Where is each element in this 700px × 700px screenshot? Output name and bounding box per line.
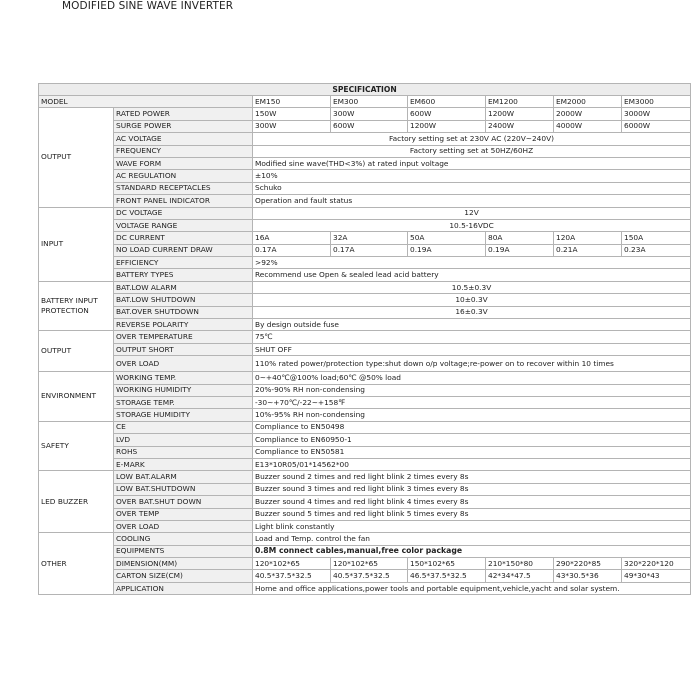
cell-value: Buzzer sound 3 times and red light blink 3 times every 8s: [253, 483, 691, 495]
cell-value: >92%: [253, 257, 691, 269]
row-label: BATTERY TYPES: [114, 269, 253, 281]
row-label: OVER TEMP: [114, 508, 253, 520]
row-label: STORAGE TEMP.: [114, 396, 253, 408]
cell-value: 16±0.3V: [253, 306, 691, 318]
category-line: BATTERY INPUT: [41, 296, 98, 306]
row-label: LOW BAT.ALARM: [114, 471, 253, 483]
cell-value: 0.21A: [554, 244, 622, 256]
table-header-row: [39, 84, 691, 96]
cell-value: 10±0.3V: [253, 294, 691, 306]
row-label: DC VOLTAGE: [114, 207, 253, 219]
table-row: [39, 294, 691, 306]
cell-value: 12V: [253, 207, 691, 219]
row-label: FREQUENCY: [114, 145, 253, 157]
cell-value: Compliance to EN60950-1: [253, 434, 691, 446]
table-row: [39, 257, 691, 269]
table-row: [39, 120, 691, 132]
row-label: WAVE FORM: [114, 157, 253, 169]
row-label: BAT.OVER SHUTDOWN: [114, 306, 253, 318]
row-label: VOLTAGE RANGE: [114, 219, 253, 231]
table-row: [39, 570, 691, 582]
row-label: AC REGULATION: [114, 170, 253, 182]
table-row: [39, 182, 691, 194]
table-row-model: [39, 96, 691, 108]
cell-value: 120*102*65: [331, 558, 408, 570]
model-value: EM150: [253, 96, 331, 108]
table-row: [39, 170, 691, 182]
table-row: [39, 396, 691, 408]
table-row: [39, 434, 691, 446]
row-label: E-MARK: [114, 458, 253, 470]
category-led-buzzer: LED BUZZER: [39, 471, 114, 533]
row-label: ROHS: [114, 446, 253, 458]
table-row: [39, 331, 691, 343]
row-label: CARTON SIZE(CM): [114, 570, 253, 582]
cell-value: 0.19A: [408, 244, 486, 256]
cell-value: -30~+70℃/-22~+158℉: [253, 396, 691, 408]
cell-value: 0.23A: [622, 244, 691, 256]
category-output-protection: OUTPUT: [39, 331, 114, 372]
row-label: STORAGE HUMIDITY: [114, 409, 253, 421]
cell-value: By design outside fuse: [253, 319, 691, 331]
cell-value: 0.17A: [253, 244, 331, 256]
cell-value: E13*10R05/01*14562*00: [253, 458, 691, 470]
cell-value: 46.5*37.5*32.5: [408, 570, 486, 582]
table-row: [39, 269, 691, 281]
row-label: OVER TEMPERATURE: [114, 331, 253, 343]
cell-value: 80A: [486, 232, 554, 244]
cell-value: Recommend use Open & sealed lead acid battery: [253, 269, 691, 281]
cell-value: Schuko: [253, 182, 691, 194]
cell-value: 300W: [253, 120, 331, 132]
row-label: WORKING HUMIDITY: [114, 384, 253, 396]
table-row: [39, 306, 691, 318]
table-row: [39, 582, 691, 594]
category-input: INPUT: [39, 207, 114, 281]
row-label: AC VOLTAGE: [114, 133, 253, 145]
cell-value: 600W: [408, 108, 486, 120]
model-value: EM2000: [554, 96, 622, 108]
table-row: [39, 232, 691, 244]
category-battery-input-protection: [39, 281, 114, 331]
table-row: [39, 343, 691, 355]
table-row: [39, 471, 691, 483]
table-row: [39, 133, 691, 145]
row-label: LVD: [114, 434, 253, 446]
row-label: OUTPUT SHORT: [114, 343, 253, 355]
table-row: [39, 108, 691, 120]
row-label: OVER LOAD: [114, 520, 253, 532]
table-row: [39, 558, 691, 570]
table-row: [39, 508, 691, 520]
table-row: [39, 496, 691, 508]
cell-value: 40.5*37.5*32.5: [253, 570, 331, 582]
cell-value: 0~+40℃@100% load;60℃ @50% load: [253, 372, 691, 384]
cell-value: 600W: [331, 120, 408, 132]
row-label: EFFICIENCY: [114, 257, 253, 269]
specification-header: SPECIFICATION: [39, 84, 691, 96]
table-row: [39, 446, 691, 458]
cell-value: 110% rated power/protection type:shut down o/p voltage;re-power on to recover within 10 times: [253, 356, 691, 372]
cell-value: 150W: [253, 108, 331, 120]
row-label: REVERSE POLARITY: [114, 319, 253, 331]
model-value: EM3000: [622, 96, 691, 108]
row-label: DIMENSION(MM): [114, 558, 253, 570]
row-label: OVER LOAD: [114, 356, 253, 372]
table-row: [39, 145, 691, 157]
model-value: EM300: [331, 96, 408, 108]
row-label: FRONT PANEL INDICATOR: [114, 195, 253, 207]
cell-value: Compliance to EN50581: [253, 446, 691, 458]
cell-value: 120*102*65: [253, 558, 331, 570]
cell-value: 40.5*37.5*32.5: [331, 570, 408, 582]
cell-value: 320*220*120: [622, 558, 691, 570]
cell-value: 210*150*80: [486, 558, 554, 570]
model-value: EM600: [408, 96, 486, 108]
cell-value: 43*30.5*36: [554, 570, 622, 582]
table-row: [39, 520, 691, 532]
cell-value: Load and Temp. control the fan: [253, 533, 691, 545]
row-label: OVER BAT.SHUT DOWN: [114, 496, 253, 508]
category-line: PROTECTION: [41, 306, 89, 316]
cell-value: 1200W: [486, 108, 554, 120]
table-row: [39, 458, 691, 470]
cell-value: Compliance to EN50498: [253, 421, 691, 433]
category-output: OUTPUT: [39, 108, 114, 207]
table-row: [39, 545, 691, 557]
table-row: [39, 421, 691, 433]
cell-value: 49*30*43: [622, 570, 691, 582]
cell-value: 120A: [554, 232, 622, 244]
table-row: [39, 207, 691, 219]
document-title: MODIFIED SINE WAVE INVERTER: [62, 0, 234, 12]
specification-table: [38, 83, 691, 595]
cell-value: 150A: [622, 232, 691, 244]
row-label: CE: [114, 421, 253, 433]
cell-value: 1200W: [408, 120, 486, 132]
row-label: SURGE POWER: [114, 120, 253, 132]
table-row: [39, 409, 691, 421]
cell-value: 10.5-16VDC: [253, 219, 691, 231]
cell-value: 6000W: [622, 120, 691, 132]
table-row: [39, 219, 691, 231]
row-label: NO LOAD CURRENT DRAW: [114, 244, 253, 256]
cell-value: Buzzer sound 2 times and red light blink 2 times every 8s: [253, 471, 691, 483]
cell-value: Buzzer sound 5 times and red light blink 5 times every 8s: [253, 508, 691, 520]
row-label: BAT.LOW ALARM: [114, 281, 253, 293]
category-environment: ENVIRONMENT: [39, 372, 114, 422]
cell-value: 50A: [408, 232, 486, 244]
table-row: [39, 281, 691, 293]
cell-value: 300W: [331, 108, 408, 120]
row-label: WORKING TEMP.: [114, 372, 253, 384]
row-label: STANDARD RECEPTACLES: [114, 182, 253, 194]
category-other: OTHER: [39, 533, 114, 595]
table-row: [39, 483, 691, 495]
cell-value: 42*34*47.5: [486, 570, 554, 582]
cell-value: 4000W: [554, 120, 622, 132]
row-label: EQUIPMENTS: [114, 545, 253, 557]
cell-value: Home and office applications,power tools and portable equipment,vehicle,yacht and solar system.: [253, 582, 691, 594]
row-label: RATED POWER: [114, 108, 253, 120]
cell-value: 2000W: [554, 108, 622, 120]
cell-value: 150*102*65: [408, 558, 486, 570]
category-safety: SAFETY: [39, 421, 114, 471]
cell-value: 10%-95% RH non-condensing: [253, 409, 691, 421]
table-row: [39, 533, 691, 545]
row-label: COOLING: [114, 533, 253, 545]
cell-value: 2400W: [486, 120, 554, 132]
table-row: [39, 319, 691, 331]
cell-value: 10.5±0.3V: [253, 281, 691, 293]
model-value: EM1200: [486, 96, 554, 108]
cell-value: Factory setting set at 230V AC (220V~240V): [253, 133, 691, 145]
cell-value: 3000W: [622, 108, 691, 120]
cell-value: 20%-90% RH non-condensing: [253, 384, 691, 396]
cell-value: 32A: [331, 232, 408, 244]
cell-value: 290*220*85: [554, 558, 622, 570]
cell-value: Operation and fault status: [253, 195, 691, 207]
table-row: [39, 384, 691, 396]
row-label: BAT.LOW SHUTDOWN: [114, 294, 253, 306]
cell-value: 75℃: [253, 331, 691, 343]
table-row: [39, 356, 691, 372]
row-label: APPLICATION: [114, 582, 253, 594]
cell-value: 16A: [253, 232, 331, 244]
table-row: [39, 372, 691, 384]
cell-value: 0.17A: [331, 244, 408, 256]
row-label: DC CURRENT: [114, 232, 253, 244]
cell-value: 0.8M connect cables,manual,free color package: [253, 545, 691, 557]
cell-value: Factory setting set at 50HZ/60HZ: [253, 145, 691, 157]
cell-value: Buzzer sound 4 times and red light blink 4 times every 8s: [253, 496, 691, 508]
row-label: LOW BAT.SHUTDOWN: [114, 483, 253, 495]
table-row: [39, 195, 691, 207]
cell-value: SHUT OFF: [253, 343, 691, 355]
cell-value: ±10%: [253, 170, 691, 182]
table-row: [39, 244, 691, 256]
table-row: [39, 157, 691, 169]
model-label: MODEL: [39, 96, 253, 108]
cell-value: 0.19A: [486, 244, 554, 256]
cell-value: Light blink constantly: [253, 520, 691, 532]
cell-value: Modified sine wave(THD<3%) at rated input voltage: [253, 157, 691, 169]
